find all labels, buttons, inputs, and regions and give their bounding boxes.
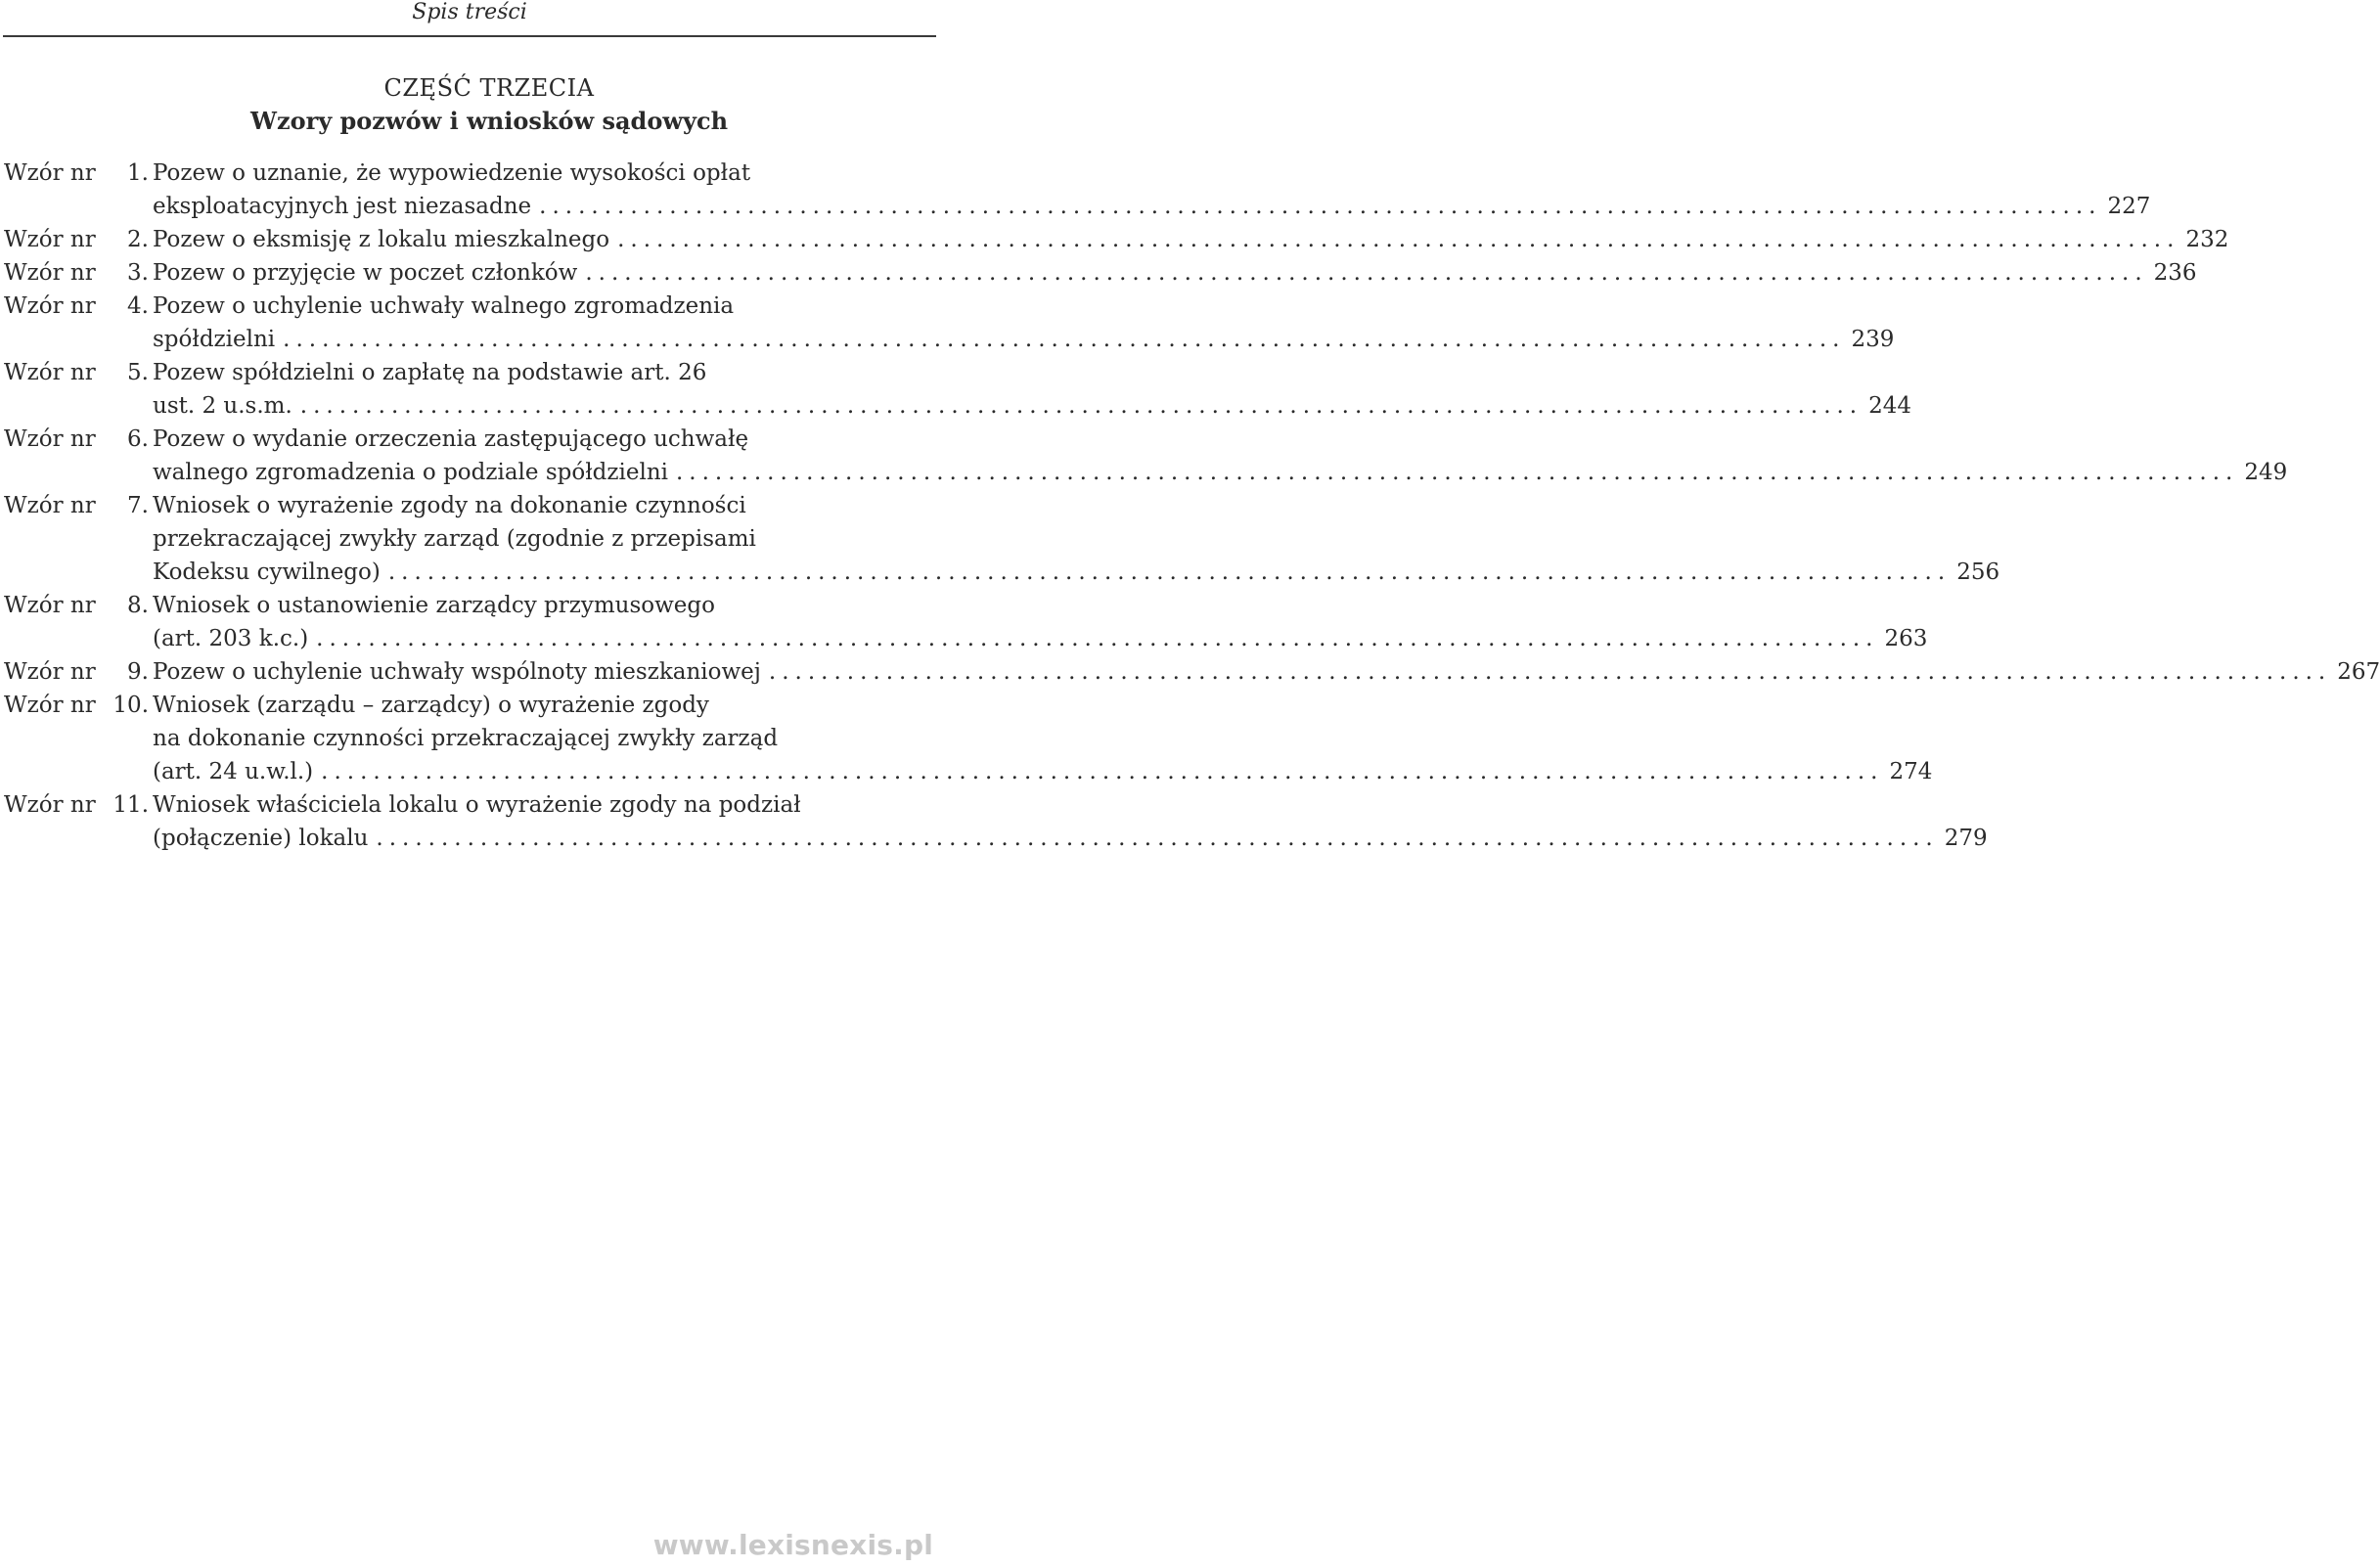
entry-last-line bbox=[153, 556, 2000, 589]
entry-title-line: (art. 203 k.c.) bbox=[153, 626, 309, 651]
entry-title bbox=[153, 256, 2197, 290]
entry-number: 5. bbox=[127, 360, 149, 385]
page-number: 274 bbox=[1889, 759, 1933, 784]
dot-leader: ........................................................................................................................ bbox=[316, 626, 1879, 651]
entry-title-line: Wniosek o wyrażenie zgody na dokonanie czynności bbox=[153, 493, 746, 518]
entry-last-line bbox=[153, 456, 2288, 489]
entry-label-prefix: Wzór nr bbox=[4, 260, 96, 286]
entry-title bbox=[153, 290, 1895, 356]
entry-label-prefix: Wzór nr bbox=[4, 227, 96, 252]
entry-title-line: Pozew o uchylenie uchwały walnego zgromadzenia bbox=[153, 293, 735, 319]
toc-entry bbox=[4, 589, 1928, 655]
toc-entry bbox=[4, 290, 1895, 356]
toc-entry bbox=[4, 256, 2197, 290]
toc-entry bbox=[4, 157, 2151, 223]
dot-leader: ........................................................................................................................ bbox=[585, 260, 2148, 286]
entry-label-prefix: Wzór nr bbox=[4, 493, 96, 518]
toc-entry bbox=[4, 423, 2288, 489]
entry-number: 3. bbox=[127, 260, 149, 286]
entry-title bbox=[153, 423, 2288, 489]
entry-title-line: Pozew o wydanie orzeczenia zastępującego uchwałę bbox=[153, 426, 749, 452]
page-number: 236 bbox=[2153, 260, 2197, 286]
toc-entry bbox=[4, 689, 1933, 788]
entry-title bbox=[153, 589, 1928, 655]
dot-leader: ........................................................................................................................ bbox=[283, 327, 1846, 352]
dot-leader: ........................................................................................................................ bbox=[539, 194, 2102, 219]
entry-title-line: Pozew spółdzielni o zapłatę na podstawie art. 26 bbox=[153, 360, 707, 385]
entry-last-line bbox=[153, 389, 1912, 423]
entry-last-line bbox=[153, 256, 2197, 290]
dot-leader: ........................................................................................................................ bbox=[768, 659, 2332, 685]
entry-last-line bbox=[153, 755, 1933, 788]
entry-number: 11. bbox=[112, 792, 149, 818]
dot-leader: ........................................................................................................................ bbox=[676, 460, 2239, 485]
dot-leader: ........................................................................................................................ bbox=[299, 393, 1864, 419]
entry-last-line bbox=[153, 190, 2151, 223]
entry-last-line bbox=[153, 655, 2380, 689]
entry-label-prefix: Wzór nr bbox=[4, 160, 96, 186]
part-title: CZĘŚĆ TRZECIA bbox=[383, 74, 595, 102]
footer-url: www.lexisnexis.pl bbox=[652, 1529, 933, 1561]
part-subtitle: Wzory pozwów i wniosków sądowych bbox=[249, 107, 729, 135]
entry-last-line bbox=[153, 822, 1988, 855]
entry-number: 1. bbox=[127, 160, 149, 186]
entry-title bbox=[153, 157, 2151, 223]
entry-title bbox=[153, 356, 1912, 423]
entry-title-line: spółdzielni bbox=[153, 327, 276, 352]
entry-title-line: Pozew o eksmisję z lokalu mieszkalnego bbox=[153, 227, 610, 252]
entry-number: 8. bbox=[127, 593, 149, 618]
entry-title-line: Pozew o uchylenie uchwały wspólnoty mieszkaniowej bbox=[153, 659, 761, 685]
entry-number: 9. bbox=[127, 659, 149, 685]
entry-last-line bbox=[153, 622, 1928, 655]
entry-title-line: na dokonanie czynności przekraczającej zwykły zarząd bbox=[153, 726, 779, 751]
entry-title-line: Wniosek (zarządu – zarządcy) o wyrażenie zgody bbox=[153, 693, 709, 718]
entry-last-line bbox=[153, 323, 1895, 356]
dot-leader: ........................................................................................................................ bbox=[376, 826, 1939, 851]
entry-title-line: Wniosek o ustanowienie zarządcy przymusowego bbox=[153, 593, 715, 618]
entry-title-line: eksploatacyjnych jest niezasadne bbox=[153, 194, 532, 219]
page-number: 239 bbox=[1851, 327, 1895, 352]
entry-title bbox=[153, 689, 1933, 788]
entry-number: 4. bbox=[127, 293, 149, 319]
entry-label-prefix: Wzór nr bbox=[4, 593, 96, 618]
entry-title-line: przekraczającej zwykły zarząd (zgodnie z przepisami bbox=[153, 526, 756, 552]
entry-number: 10. bbox=[112, 693, 149, 718]
toc-entry bbox=[4, 655, 2380, 689]
entry-title bbox=[153, 655, 2380, 689]
page-number: 263 bbox=[1884, 626, 1928, 651]
entry-number: 7. bbox=[127, 493, 149, 518]
entry-number: 2. bbox=[127, 227, 149, 252]
entry-label-prefix: Wzór nr bbox=[4, 293, 96, 319]
table-of-contents bbox=[4, 157, 2380, 855]
page-number: 232 bbox=[2185, 227, 2229, 252]
entry-title-line: (art. 24 u.w.l.) bbox=[153, 759, 314, 784]
page-number: 279 bbox=[1944, 826, 1988, 851]
entry-title-line: Wniosek właściciela lokalu o wyrażenie zgody na podział bbox=[153, 792, 801, 818]
page-number: 256 bbox=[1956, 560, 2000, 585]
entry-number: 6. bbox=[127, 426, 149, 452]
toc-entry bbox=[4, 489, 2000, 589]
entry-title-line: walnego zgromadzenia o podziale spółdzielni bbox=[153, 460, 668, 485]
page-number: 227 bbox=[2107, 194, 2151, 219]
dot-leader: ........................................................................................................................ bbox=[321, 759, 1884, 784]
page-number: 244 bbox=[1868, 393, 1912, 419]
entry-label-prefix: Wzór nr bbox=[4, 426, 96, 452]
running-head: Spis treści bbox=[412, 0, 527, 24]
header-rule bbox=[3, 35, 936, 37]
entry-label-prefix: Wzór nr bbox=[4, 659, 96, 685]
entry-label-prefix: Wzór nr bbox=[4, 360, 96, 385]
entry-title bbox=[153, 788, 1988, 855]
entry-label-prefix: Wzór nr bbox=[4, 693, 96, 718]
entry-last-line bbox=[153, 223, 2229, 256]
entry-title bbox=[153, 489, 2000, 589]
entry-title bbox=[153, 223, 2229, 256]
entry-label-prefix: Wzór nr bbox=[4, 792, 96, 818]
entry-title-line: Kodeksu cywilnego) bbox=[153, 560, 381, 585]
entry-title-line: Pozew o przyjęcie w poczet członków bbox=[153, 260, 578, 286]
toc-entry bbox=[4, 788, 1988, 855]
page-number: 267 bbox=[2337, 659, 2380, 685]
dot-leader: ........................................................................................................................ bbox=[617, 227, 2180, 252]
toc-entry bbox=[4, 223, 2229, 256]
dot-leader: ........................................................................................................................ bbox=[387, 560, 1952, 585]
toc-entry bbox=[4, 356, 1912, 423]
page-number: 249 bbox=[2244, 460, 2288, 485]
entry-title-line: ust. 2 u.s.m. bbox=[153, 393, 292, 419]
entry-title-line: (połączenie) lokalu bbox=[153, 826, 369, 851]
entry-title-line: Pozew o uznanie, że wypowiedzenie wysokości opłat bbox=[153, 160, 751, 186]
